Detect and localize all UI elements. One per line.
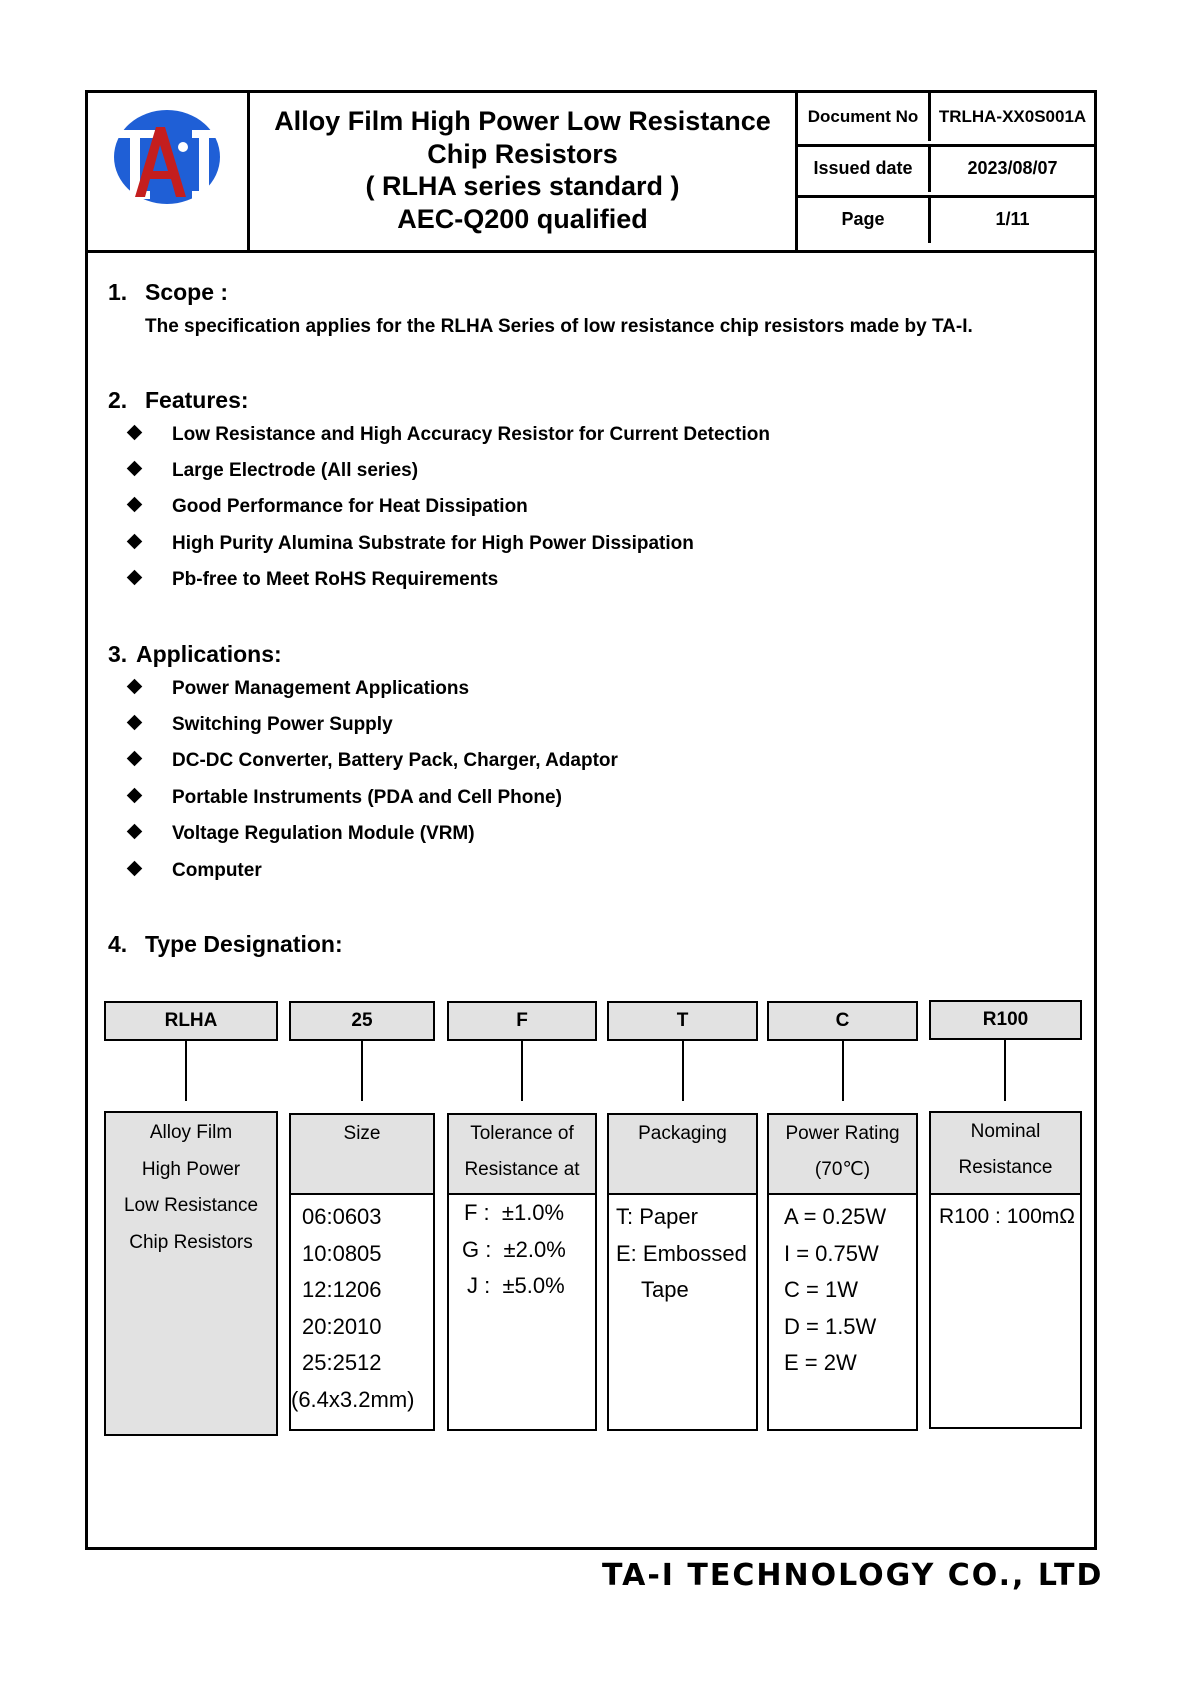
application-item: Portable Instruments (PDA and Cell Phone): [127, 787, 562, 809]
section-number: 2.: [108, 387, 128, 413]
application-item: Power Management Applications: [127, 678, 469, 700]
info-value: TRLHA-XX0S001A: [938, 107, 1087, 126]
logo-cell: [88, 93, 250, 250]
info-label: Issued date: [798, 144, 931, 192]
connector-line: [682, 1041, 684, 1101]
document-header: [88, 93, 1094, 253]
resistance-header: Nominal Resistance: [931, 1113, 1080, 1195]
title-line: ( RLHA series standard ): [365, 171, 680, 201]
feature-item: Large Electrode (All series): [127, 460, 418, 482]
section-title-applications: [108, 641, 282, 668]
info-value: 2023/08/07: [967, 157, 1058, 178]
diamond-bullet-icon: [127, 751, 143, 767]
connector-line: [185, 1041, 187, 1101]
title-line: Chip Resistors: [427, 138, 618, 169]
document-info-table: [798, 93, 1094, 250]
packaging-header: Packaging: [609, 1115, 756, 1195]
info-row-document-no: [798, 93, 1094, 147]
code-box-size: 25: [289, 1001, 435, 1041]
code-box-tolerance: F: [447, 1001, 597, 1041]
document-title: [250, 93, 798, 250]
section-heading: Applications:: [136, 641, 282, 667]
section-title-type-designation: [108, 931, 343, 958]
packaging-values: T: Paper E: Embossed Tape: [616, 1204, 747, 1302]
application-item: Voltage Regulation Module (VRM): [127, 823, 475, 845]
feature-item: Low Resistance and High Accuracy Resistor for Current Detection: [127, 424, 770, 446]
desc-box-size: [289, 1113, 435, 1431]
tolerance-values: F : ±1.0% G : ±2.0% J : ±5.0%: [462, 1200, 566, 1298]
diamond-bullet-icon: [127, 425, 143, 441]
power-rating-values: A = 0.25W I = 0.75W C = 1W D = 1.5W E = 2W: [784, 1204, 887, 1375]
connector-line: [521, 1041, 523, 1101]
diamond-bullet-icon: [127, 534, 143, 550]
diamond-bullet-icon: [127, 679, 143, 695]
diamond-bullet-icon: [127, 788, 143, 804]
diamond-bullet-icon: [127, 861, 143, 877]
title-line: AEC-Q200 qualified: [397, 203, 648, 234]
info-row-issued-date: [798, 144, 1094, 198]
feature-item: Pb-free to Meet RoHS Requirements: [127, 569, 498, 591]
code-box-power-rating: C: [767, 1001, 918, 1041]
desc-box-tolerance: [447, 1113, 597, 1431]
section-heading: Scope :: [145, 279, 229, 305]
company-name: TA-I TECHNOLOGY CO., LTD: [602, 1558, 1104, 1593]
diamond-bullet-icon: [127, 715, 143, 731]
size-header: Size: [291, 1115, 433, 1195]
power-rating-header: Power Rating (70℃): [769, 1115, 916, 1195]
info-value: 1/11: [995, 208, 1030, 229]
feature-item: Good Performance for Heat Dissipation: [127, 496, 528, 518]
title-line: Alloy Film High Power Low Resistance: [274, 106, 771, 136]
document-frame: [85, 90, 1097, 1550]
section-title-scope: [108, 279, 228, 306]
desc-box-power-rating: [767, 1113, 918, 1431]
section-number: 3.: [108, 641, 128, 667]
diamond-bullet-icon: [127, 497, 143, 513]
code-box-packaging: T: [607, 1001, 758, 1041]
company-logo: [110, 107, 225, 207]
diamond-bullet-icon: [127, 570, 143, 586]
section-title-features: [108, 387, 249, 414]
section-number: 4.: [108, 931, 128, 957]
connector-line: [842, 1041, 844, 1101]
series-description: Alloy Film High Power Low Resistance Chip Resistors: [106, 1113, 276, 1434]
connector-line: [1004, 1040, 1006, 1101]
info-label: Page: [798, 195, 931, 243]
scope-text: The specification applies for the RLHA Series of low resistance chip resistors made by TA-I.: [145, 316, 973, 337]
application-item: DC-DC Converter, Battery Pack, Charger, Adaptor: [127, 750, 618, 772]
feature-item: High Purity Alumina Substrate for High Power Dissipation: [127, 533, 694, 555]
diamond-bullet-icon: [127, 824, 143, 840]
desc-box-series: [104, 1111, 278, 1436]
desc-box-resistance: [929, 1111, 1082, 1429]
application-item: Computer: [127, 860, 262, 882]
info-label: Document No: [798, 93, 931, 141]
info-row-page: [798, 195, 1094, 246]
diamond-bullet-icon: [127, 461, 143, 477]
section-heading: Features:: [145, 387, 249, 413]
code-box-series: RLHA: [104, 1001, 278, 1041]
section-number: 1.: [108, 279, 128, 305]
connector-line: [361, 1041, 363, 1101]
desc-box-packaging: [607, 1113, 758, 1431]
size-values: 06:0603 10:0805 12:1206 20:2010 25:2512 (6.4x3.2mm): [291, 1204, 415, 1412]
application-item: Switching Power Supply: [127, 714, 393, 736]
code-box-resistance: R100: [929, 1000, 1082, 1040]
section-heading: Type Designation:: [145, 931, 343, 957]
tolerance-header: Tolerance of Resistance at: [449, 1115, 595, 1195]
resistance-values: R100 : 100mΩ: [939, 1205, 1075, 1228]
